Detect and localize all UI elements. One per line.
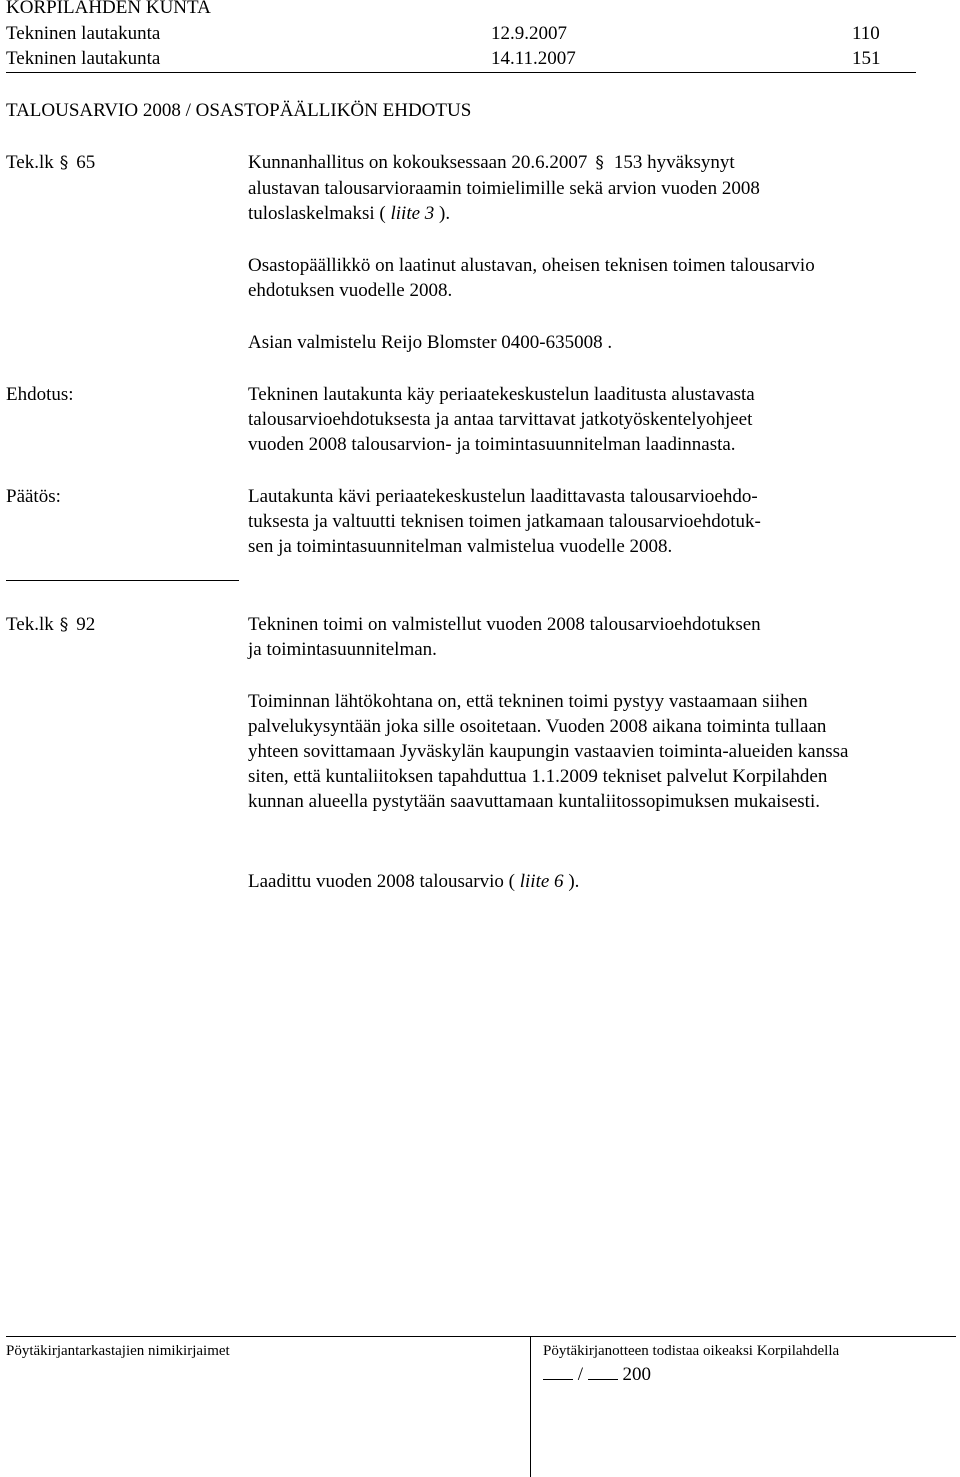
day-blank <box>543 1361 573 1380</box>
date-separator: / <box>577 1364 584 1385</box>
decision-text <box>248 484 761 559</box>
section-sign: § <box>59 615 69 635</box>
document-title: TALOUSARVIO 2008 / OSASTOPÄÄLLIKÖN EHDOTUS <box>6 100 472 121</box>
section-end-rule <box>6 580 239 581</box>
section2-para2-line: kunnan alueella pystytään saavuttamaan kuntaliitossopimuksen mukaisesti. <box>248 791 820 812</box>
meeting-date-1: 12.9.2007 <box>491 23 567 44</box>
footer-date-line <box>543 1361 651 1387</box>
meeting-page-1: 110 <box>852 23 880 44</box>
attachment-ref: liite 6 <box>519 871 564 892</box>
month-blank <box>588 1361 618 1380</box>
meeting-committee-1: Tekninen lautakunta <box>6 23 161 44</box>
section1-para1 <box>248 150 760 226</box>
section1-para1-line3b: ). <box>434 203 451 224</box>
section1-para1-line1a: Kunnanhallitus on kokouksessaan 20.6.2007 <box>248 152 588 173</box>
section1-para2-line: ehdotuksen vuodelle 2008. <box>248 280 453 301</box>
organization-name: KORPILAHDEN KUNTA <box>6 0 211 18</box>
section1-para1-line2: alustavan talousarvioraamin toimielimille sekä arvion vuoden 2008 <box>248 178 760 199</box>
footer-initials-label: Pöytäkirjantarkastajien nimikirjaimet <box>6 1343 230 1359</box>
decision-line: Lautakunta kävi periaatekeskustelun laadittavasta talousarvioehdo- <box>248 486 758 507</box>
section-ref-number: 65 <box>76 152 96 173</box>
footer-certify-label: Pöytäkirjanotteen todistaa oikeaksi Korpilahdella <box>543 1343 840 1359</box>
proposal-line: talousarvioehdotuksesta ja antaa tarvittavat jatkotyöskentelyohjeet <box>248 409 753 430</box>
section-sign: § <box>59 153 69 173</box>
proposal-line: Tekninen lautakunta käy periaatekeskustelun laaditusta alustavasta <box>248 384 755 405</box>
section1-para2-line: Osastopäällikkö on laatinut alustavan, oheisen teknisen toimen talousarvio <box>248 255 815 276</box>
section2-para1 <box>248 612 761 662</box>
section1-para1-line1b: 153 hyväksynyt <box>613 152 735 173</box>
meeting-page-2: 151 <box>852 48 881 69</box>
proposal-label: Ehdotus: <box>6 384 74 405</box>
section2-para2-line: yhteen sovittamaan Jyväskylän kaupungin vastaavien toiminta-alueiden kanssa <box>248 741 849 762</box>
decision-line: sen ja toimintasuunnitelman valmistelua vuodelle 2008. <box>248 536 673 557</box>
footer-divider <box>6 1336 956 1337</box>
header-divider <box>6 72 916 73</box>
proposal-text <box>248 382 755 457</box>
footer-separator <box>530 1336 531 1477</box>
meeting-committee-2: Tekninen lautakunta <box>6 48 161 69</box>
section2-para2-line: Toiminnan lähtökohtana on, että tekninen toimi pystyy vastaamaan siihen <box>248 691 808 712</box>
section2-para1-line: Tekninen toimi on valmistellut vuoden 2008 talousarvioehdotuksen <box>248 614 761 635</box>
section-ref-65 <box>6 150 95 176</box>
section1-para2 <box>248 253 815 303</box>
section-ref-prefix: Tek.lk <box>6 614 54 635</box>
section1-preparer: Asian valmistelu Reijo Blomster 0400-635008 . <box>248 332 613 353</box>
decision-line: tuksesta ja valtuutti teknisen toimen jatkamaan talousarvioehdotuk- <box>248 511 761 532</box>
decision-label: Päätös: <box>6 486 61 507</box>
section2-para2-line: siten, että kuntaliitoksen tapahduttua 1.1.2009 tekniset palvelut Korpilahden <box>248 766 828 787</box>
section-ref-92 <box>6 612 95 638</box>
section2-para2-line: palvelukysyntään joka sille osoitetaan. Vuoden 2008 aikana toiminta tullaan <box>248 716 827 737</box>
section-ref-prefix: Tek.lk <box>6 152 54 173</box>
section2-para1-line: ja toimintasuunnitelman. <box>248 639 437 660</box>
section1-para1-line3a: tuloslaskelmaksi ( <box>248 203 391 224</box>
section-ref-number: 92 <box>76 614 96 635</box>
meeting-date-2: 14.11.2007 <box>491 48 576 69</box>
year-prefix: 200 <box>622 1364 652 1385</box>
proposal-line: vuoden 2008 talousarvion- ja toimintasuunnitelman laadinnasta. <box>248 434 736 455</box>
attachment-ref: liite 3 <box>390 203 435 224</box>
section2-para3-pre: Laadittu vuoden 2008 talousarvio ( <box>248 871 520 892</box>
section2-attachment-line <box>248 869 579 894</box>
section-sign: § <box>595 153 604 173</box>
section2-para3-post: ). <box>563 871 580 892</box>
section2-para2 <box>248 689 848 814</box>
